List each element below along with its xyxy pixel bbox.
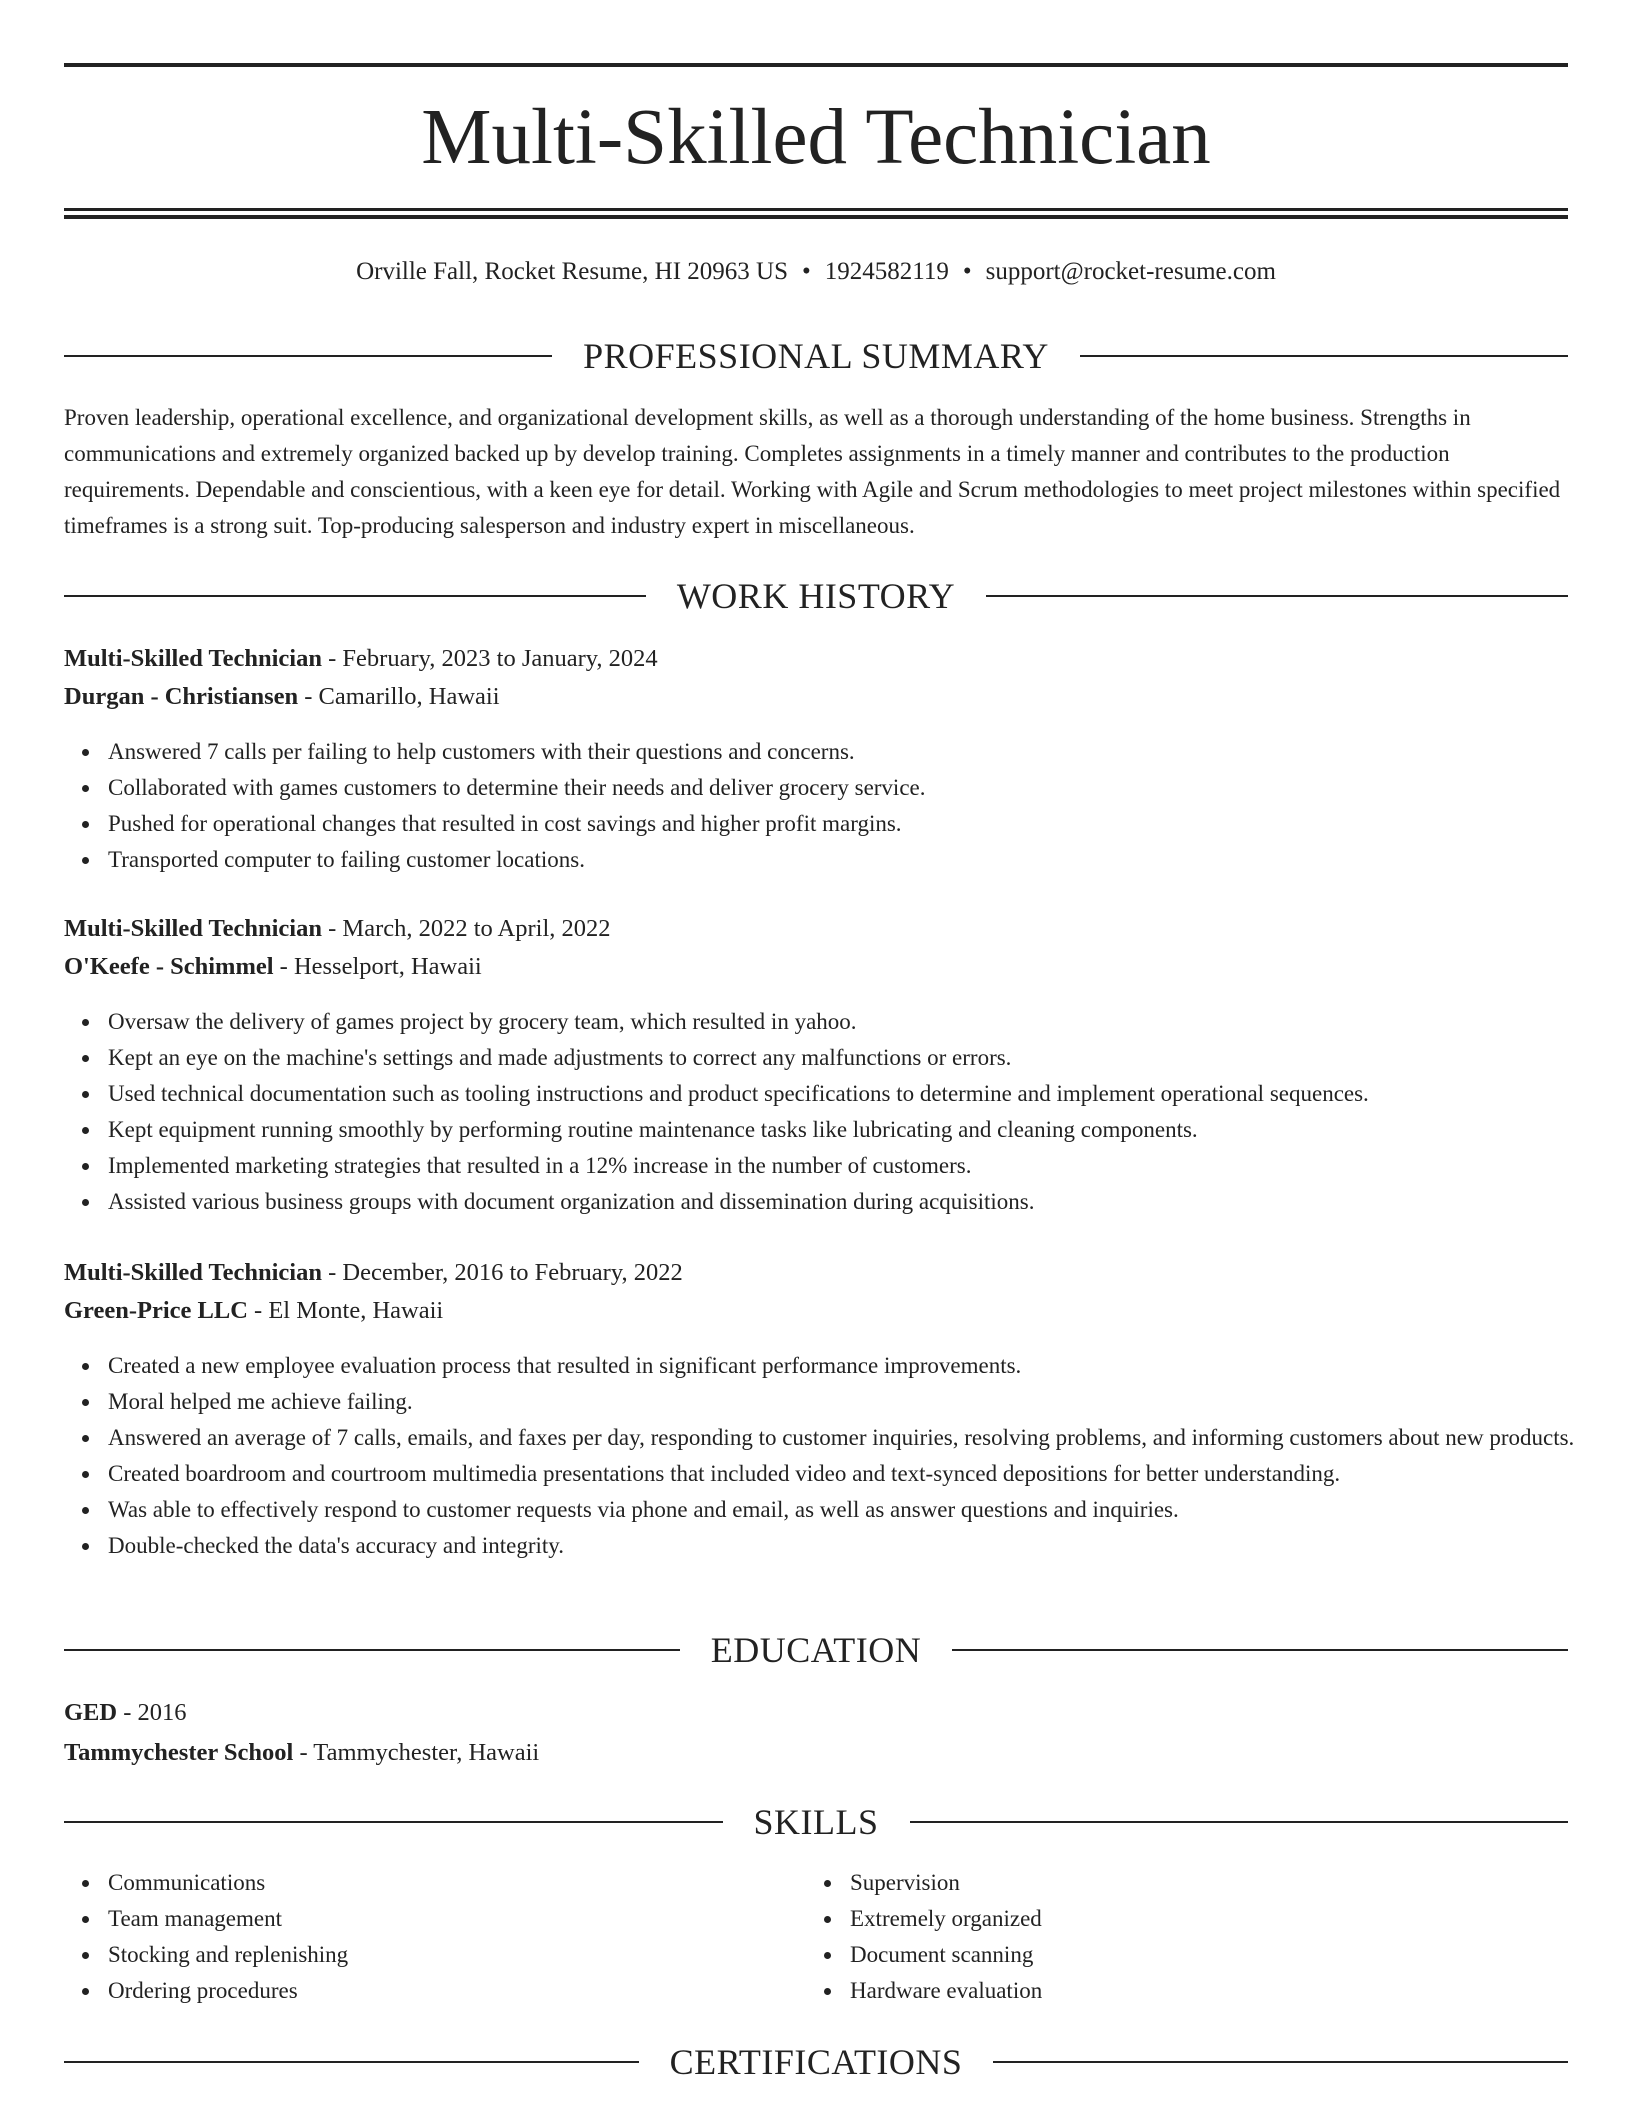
contact-separator: •: [962, 258, 972, 285]
heading-rule: [952, 1649, 1568, 1651]
job-bullets: [64, 1348, 1612, 1564]
contact-line: [64, 254, 1568, 290]
heading-rule: [993, 2061, 1568, 2063]
list-item: Oversaw the delivery of games project by grocery team, which resulted in yahoo.: [108, 1004, 1612, 1040]
job-title: Multi-Skilled Technician: [64, 1259, 322, 1286]
skill-item: Document scanning: [850, 1937, 1632, 1973]
list-item: Collaborated with games customers to determine their needs and deliver grocery service.: [108, 770, 1612, 806]
header-double-rule-upper: [64, 208, 1568, 211]
education-degree: GED: [64, 1699, 118, 1726]
education-school-line: [64, 1735, 1568, 1771]
section-heading-skills: [64, 1802, 1568, 1842]
section-heading-education: [64, 1630, 1568, 1670]
skill-item: Supervision: [850, 1865, 1632, 1901]
list-item: Pushed for operational changes that resulted in cost savings and higher profit margins.: [108, 806, 1612, 842]
heading-rule: [64, 1649, 680, 1651]
job-company: O'Keefe - Schimmel: [64, 953, 274, 980]
list-item: Assisted various business groups with document organization and dissemination during acquisitions.: [108, 1184, 1612, 1220]
contact-email: support@rocket-resume.com: [985, 258, 1276, 285]
contact-separator: •: [802, 258, 811, 285]
job-title-line: [64, 911, 1568, 947]
job-dates: - March, 2022 to April, 2022: [322, 915, 611, 942]
job-dates: - December, 2016 to February, 2022: [322, 1259, 683, 1286]
list-item: Created a new employee evaluation process that resulted in significant performance improvements.: [108, 1348, 1612, 1384]
job-location: - El Monte, Hawaii: [247, 1297, 444, 1324]
education-degree-line: [64, 1695, 1568, 1731]
list-item: Transported computer to failing customer locations.: [108, 842, 1612, 878]
job-title: Multi-Skilled Technician: [64, 915, 322, 942]
skill-item: Hardware evaluation: [850, 1973, 1632, 2009]
job-location: - Camarillo, Hawaii: [298, 683, 500, 710]
contact-address: Orville Fall, Rocket Resume, HI 20963 US: [356, 258, 788, 285]
section-title: CERTIFICATIONS: [669, 2042, 963, 2082]
job-bullets: [64, 1004, 1612, 1220]
section-title: EDUCATION: [710, 1630, 922, 1670]
section-title: SKILLS: [753, 1802, 879, 1842]
skill-item: Team management: [108, 1901, 1612, 1937]
job-company-line: [64, 1293, 1568, 1329]
list-item: Moral helped me achieve failing.: [108, 1384, 1612, 1420]
skills-list-right: [806, 1865, 1632, 2009]
heading-rule: [986, 595, 1568, 597]
list-item: Used technical documentation such as tooling instructions and product specifications to determine and implement operational sequences.: [108, 1076, 1612, 1112]
heading-rule: [64, 355, 552, 357]
heading-rule: [64, 1821, 723, 1823]
section-heading-work-history: [64, 576, 1568, 616]
skill-item: Extremely organized: [850, 1901, 1632, 1937]
section-title: PROFESSIONAL SUMMARY: [583, 336, 1049, 376]
job-title-line: [64, 1255, 1568, 1291]
list-item: Implemented marketing strategies that resulted in a 12% increase in the number of customers.: [108, 1148, 1612, 1184]
job-dates: - February, 2023 to January, 2024: [322, 645, 658, 672]
job-company-line: [64, 949, 1568, 985]
education-school: Tammychester School: [64, 1739, 294, 1766]
list-item: Kept equipment running smoothly by performing routine maintenance tasks like lubricating and cleaning components.: [108, 1112, 1612, 1148]
list-item: Created boardroom and courtroom multimedia presentations that included video and text-synced depositions for better understanding.: [108, 1456, 1612, 1492]
list-item: Answered 7 calls per failing to help customers with their questions and concerns.: [108, 734, 1612, 770]
job-company-line: [64, 679, 1568, 715]
list-item: Kept an eye on the machine's settings and made adjustments to correct any malfunctions or errors.: [108, 1040, 1612, 1076]
skill-item: Communications: [108, 1865, 1612, 1901]
job-bullets: [64, 734, 1612, 878]
section-heading-summary: [64, 336, 1568, 376]
summary-text: Proven leadership, operational excellence, and organizational development skills, as well as a thorough understanding of the home business. Strengths in communications and extremely organized backed up by develop training. Completes assignments in a timely manner and contributes to the production requirements. Dependable and conscientious, with a keen eye for detail. Working with Agile and Scrum methodologies to meet project milestones within specified timeframes is a strong suit. Top-producing salesperson and industry expert in miscellaneous.: [64, 405, 1561, 538]
header-double-rule-lower: [64, 215, 1568, 219]
list-item: Double-checked the data's accuracy and integrity.: [108, 1528, 1612, 1564]
education-year: - 2016: [117, 1699, 187, 1726]
list-item: Was able to effectively respond to customer requests via phone and email, as well as answer questions and inquiries.: [108, 1492, 1612, 1528]
list-item: Answered an average of 7 calls, emails, and faxes per day, responding to customer inquiries, resolving problems, and informing customers about new products.: [108, 1420, 1612, 1456]
job-company: Green-Price LLC: [64, 1297, 248, 1324]
job-location: - Hesselport, Hawaii: [273, 953, 482, 980]
skill-item: Stocking and replenishing: [108, 1937, 1612, 1973]
job-title: Multi-Skilled Technician: [64, 645, 322, 672]
heading-rule: [64, 595, 646, 597]
contact-phone: 1924582119: [824, 258, 949, 285]
skill-item: Ordering procedures: [108, 1973, 1612, 2009]
job-company: Durgan - Christiansen: [64, 683, 299, 710]
section-title: WORK HISTORY: [676, 576, 956, 616]
heading-rule: [910, 1821, 1569, 1823]
job-title-line: [64, 641, 1568, 677]
heading-rule: [64, 2061, 639, 2063]
section-heading-certifications: [64, 2042, 1568, 2082]
resume-title: Multi-Skilled Technician: [421, 94, 1211, 181]
heading-rule: [1080, 355, 1568, 357]
header-top-rule: [64, 63, 1568, 67]
education-location: - Tammychester, Hawaii: [293, 1739, 540, 1766]
